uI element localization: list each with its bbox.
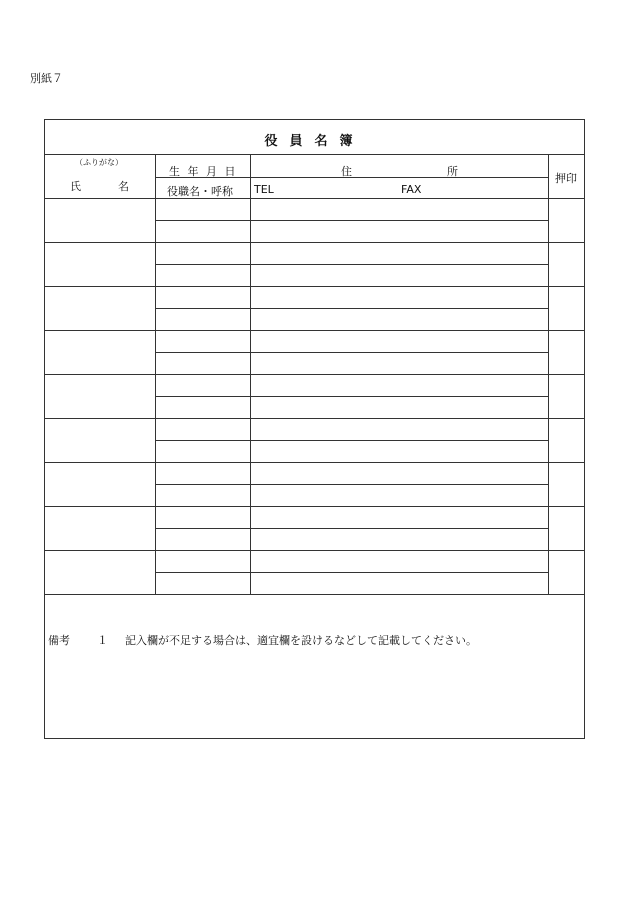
seal-cell[interactable]: [548, 506, 584, 550]
seal-cell[interactable]: [548, 374, 584, 418]
name-cell[interactable]: [45, 242, 155, 286]
tel-fax-cell[interactable]: [250, 572, 548, 594]
name-cell[interactable]: [45, 506, 155, 550]
birth-date-cell[interactable]: [155, 242, 250, 264]
address-cell[interactable]: [250, 198, 548, 220]
name-cell[interactable]: [45, 550, 155, 594]
birth-date-label: 生 年 月 日: [169, 165, 238, 178]
birth-date-cell[interactable]: [155, 418, 250, 440]
name-cell[interactable]: [45, 286, 155, 330]
birth-date-cell[interactable]: [155, 330, 250, 352]
tel-fax-cell[interactable]: [250, 440, 548, 462]
position-cell[interactable]: [155, 572, 250, 594]
form-title: 役員名簿: [264, 134, 365, 149]
position-cell[interactable]: [155, 440, 250, 462]
address-cell[interactable]: [250, 330, 548, 352]
position-cell[interactable]: [155, 352, 250, 374]
header-col-divider-3: [548, 154, 549, 198]
address-cell[interactable]: [250, 418, 548, 440]
address-cell[interactable]: [250, 550, 548, 572]
position-cell[interactable]: [155, 264, 250, 286]
position-label: 役職名・呼称: [167, 185, 233, 198]
birth-date-cell[interactable]: [155, 550, 250, 572]
position-cell[interactable]: [155, 308, 250, 330]
seal-cell[interactable]: [548, 418, 584, 462]
tel-label: TEL: [254, 183, 274, 196]
title-divider: [45, 154, 584, 155]
name-cell[interactable]: [45, 198, 155, 242]
name-cell[interactable]: [45, 374, 155, 418]
tel-fax-cell[interactable]: [250, 528, 548, 550]
address-label-2: 所: [447, 165, 458, 178]
seal-cell[interactable]: [548, 550, 584, 594]
seal-cell[interactable]: [548, 286, 584, 330]
tel-fax-cell[interactable]: [250, 220, 548, 242]
address-label-1: 住: [341, 165, 352, 178]
tel-fax-cell[interactable]: [250, 308, 548, 330]
fax-label: FAX: [401, 183, 422, 196]
tel-fax-cell[interactable]: [250, 352, 548, 374]
tel-fax-cell[interactable]: [250, 264, 548, 286]
furigana-label: （ふりがな）: [75, 158, 123, 167]
name-cell[interactable]: [45, 462, 155, 506]
address-cell[interactable]: [250, 506, 548, 528]
address-cell[interactable]: [250, 374, 548, 396]
header-col-divider-1: [155, 154, 156, 198]
officer-roster-form: [44, 119, 585, 739]
position-cell[interactable]: [155, 528, 250, 550]
birth-date-cell[interactable]: [155, 286, 250, 308]
seal-label: 押印: [555, 172, 577, 185]
seal-cell[interactable]: [548, 330, 584, 374]
row-divider: [45, 594, 584, 595]
attachment-label: 別紙７: [30, 72, 63, 85]
tel-fax-cell[interactable]: [250, 484, 548, 506]
birth-date-cell[interactable]: [155, 198, 250, 220]
name-cell[interactable]: [45, 418, 155, 462]
birth-date-cell[interactable]: [155, 506, 250, 528]
address-cell[interactable]: [250, 286, 548, 308]
position-cell[interactable]: [155, 220, 250, 242]
name-label-2: 名: [118, 180, 129, 193]
address-cell[interactable]: [250, 242, 548, 264]
name-label-1: 氏: [70, 180, 81, 193]
header-col-divider-2: [250, 154, 251, 198]
tel-fax-cell[interactable]: [250, 396, 548, 418]
seal-cell[interactable]: [548, 242, 584, 286]
address-cell[interactable]: [250, 462, 548, 484]
birth-date-cell[interactable]: [155, 374, 250, 396]
remarks: [48, 632, 477, 648]
remarks-label: 備考: [48, 634, 70, 647]
remarks-number: １: [97, 634, 108, 647]
seal-cell[interactable]: [548, 198, 584, 242]
seal-cell[interactable]: [548, 462, 584, 506]
position-cell[interactable]: [155, 396, 250, 418]
birth-date-cell[interactable]: [155, 462, 250, 484]
position-cell[interactable]: [155, 484, 250, 506]
name-cell[interactable]: [45, 330, 155, 374]
remarks-text: 記入欄が不足する場合は、適宜欄を設けるなどして記載してください。: [125, 634, 477, 647]
